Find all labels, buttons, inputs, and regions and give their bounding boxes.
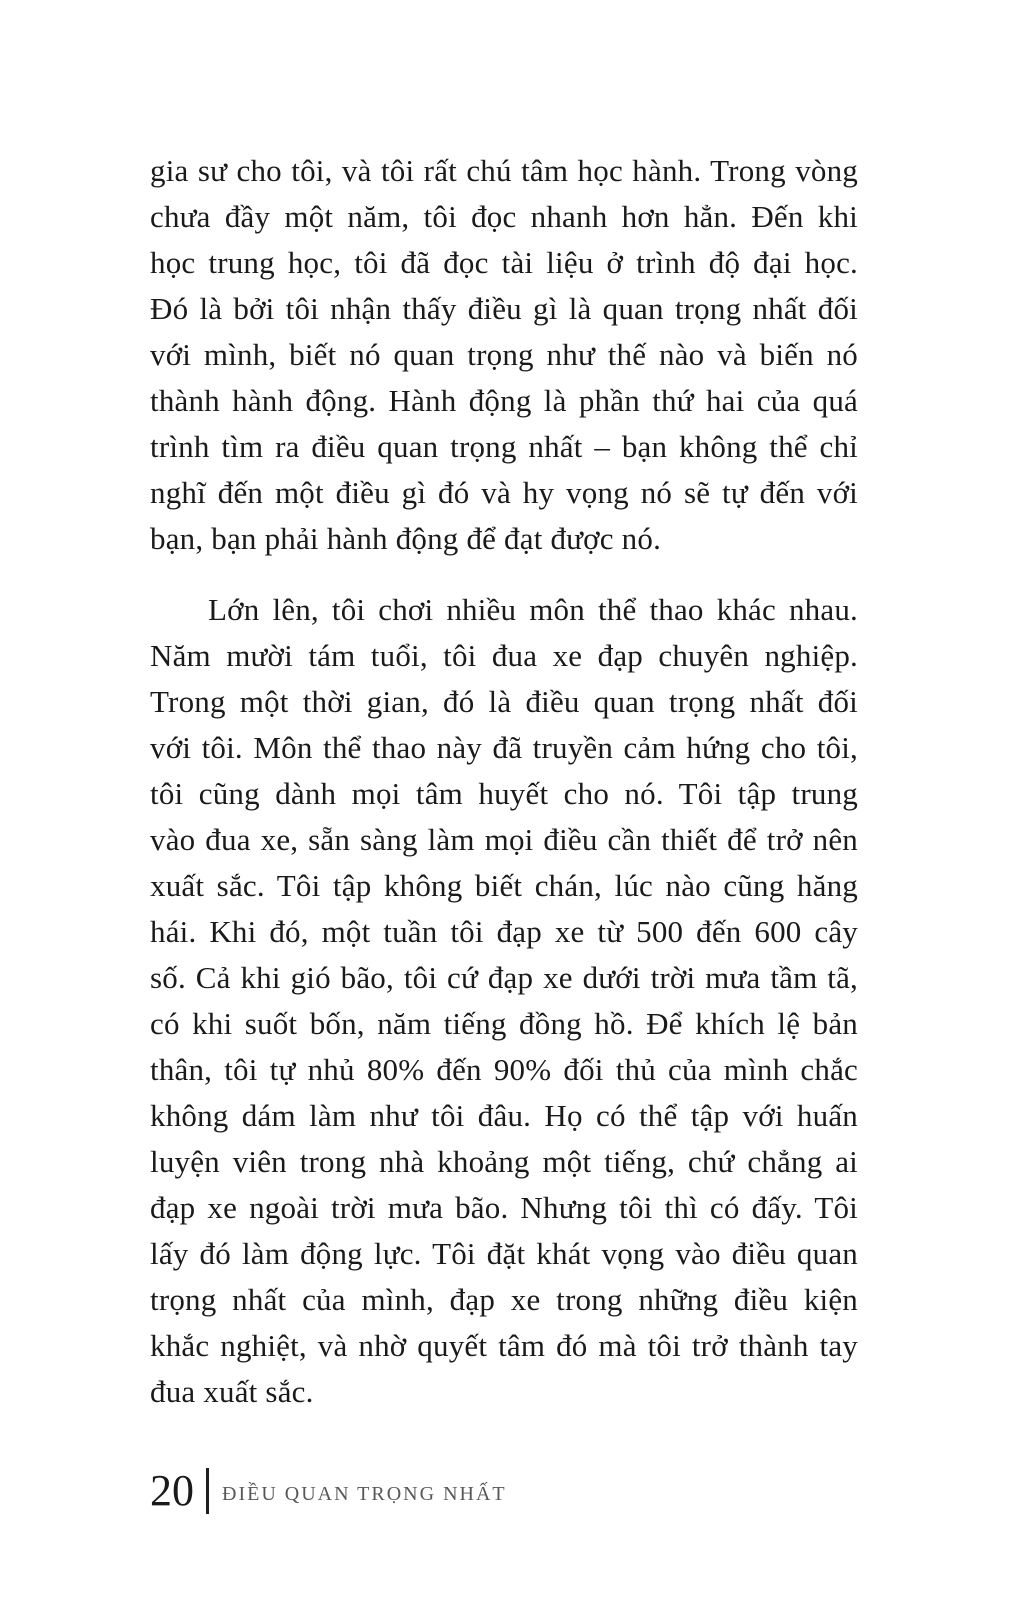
text-line: tôi cũng dành mọi tâm huyết cho nó. Tôi tập trung <box>150 776 858 811</box>
text-line: với mình, biết nó quan trọng như thế nào và biến nó <box>150 337 858 372</box>
text-line: gia sư cho tôi, và tôi rất chú tâm học hành. Trong vòng <box>150 153 858 188</box>
text-line: đua xuất sắc. <box>150 1374 314 1409</box>
footer-separator <box>206 1468 209 1514</box>
text-line: Trong một thời gian, đó là điều quan trọng nhất đối <box>150 684 858 719</box>
text-line: số. Cả khi gió bão, tôi cứ đạp xe dưới trời mưa tầm tã, <box>150 960 858 995</box>
page-footer <box>150 1466 507 1516</box>
text-line: với tôi. Môn thể thao này đã truyền cảm hứng cho tôi, <box>150 730 858 765</box>
text-block <box>150 148 858 1415</box>
text-line: không dám làm như tôi đâu. Họ có thể tập với huấn <box>150 1098 858 1133</box>
text-line: trọng nhất của mình, đạp xe trong những điều kiện <box>150 1282 858 1317</box>
text-line: có khi suốt bốn, năm tiếng đồng hồ. Để khích lệ bản <box>150 1006 858 1041</box>
text-line: chưa đầy một năm, tôi đọc nhanh hơn hẳn. Đến khi <box>150 199 858 234</box>
text-line: thân, tôi tự nhủ 80% đến 90% đối thủ của mình chắc <box>150 1052 858 1087</box>
text-line: vào đua xe, sẵn sàng làm mọi điều cần thiết để trở nên <box>150 822 858 857</box>
text-line: hái. Khi đó, một tuần tôi đạp xe từ 500 đến 600 cây <box>150 914 858 949</box>
text-line: bạn, bạn phải hành động để đạt được nó. <box>150 521 662 556</box>
text-line: đạp xe ngoài trời mưa bão. Nhưng tôi thì có đấy. Tôi <box>150 1190 858 1225</box>
text-line: thành hành động. Hành động là phần thứ hai của quá <box>150 383 858 418</box>
text-line: Lớn lên, tôi chơi nhiều môn thể thao khác nhau. <box>208 592 858 627</box>
text-line: học trung học, tôi đã đọc tài liệu ở trình độ đại học. <box>150 245 858 280</box>
text-line: lấy đó làm động lực. Tôi đặt khát vọng vào điều quan <box>150 1236 858 1271</box>
text-line: khắc nghiệt, và nhờ quyết tâm đó mà tôi trở thành tay <box>150 1328 858 1363</box>
text-line: Đó là bởi tôi nhận thấy điều gì là quan trọng nhất đối <box>150 291 858 326</box>
text-line: xuất sắc. Tôi tập không biết chán, lúc nào cũng hăng <box>150 868 858 903</box>
text-line: nghĩ đến một điều gì đó và hy vọng nó sẽ tự đến với <box>150 475 858 510</box>
text-line: Năm mười tám tuổi, tôi đua xe đạp chuyên nghiệp. <box>150 638 858 673</box>
running-title: ĐIỀU QUAN TRỌNG NHẤT <box>222 1482 507 1505</box>
text-line: luyện viên trong nhà khoảng một tiếng, chứ chẳng ai <box>150 1144 858 1179</box>
page-number: 20 <box>150 1466 194 1515</box>
text-line: trình tìm ra điều quan trọng nhất – bạn không thể chỉ <box>150 429 858 464</box>
paragraph <box>150 148 858 562</box>
paragraph <box>150 587 858 1415</box>
